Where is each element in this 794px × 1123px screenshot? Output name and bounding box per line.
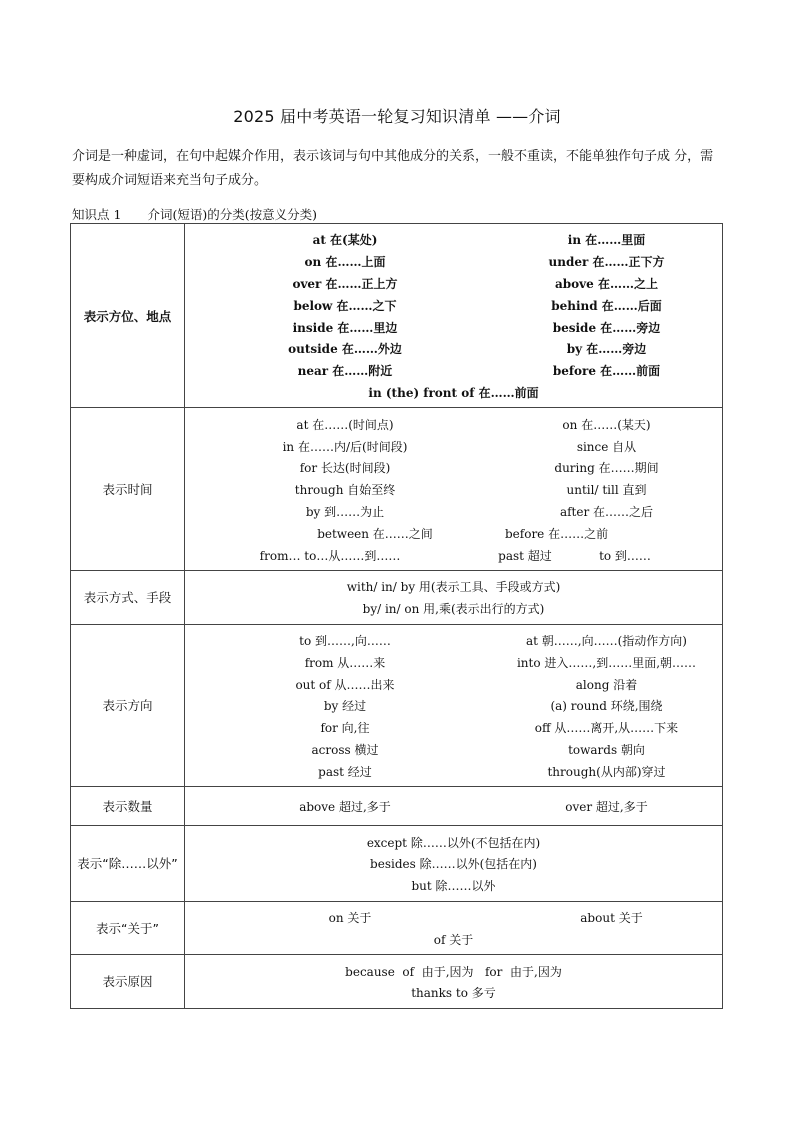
list-item: by 在……旁边 [566, 342, 647, 357]
list-item: across 横过 [311, 742, 379, 757]
list-item: below 在……之下 [293, 298, 397, 313]
page-title: 2025 届中考英语一轮复习知识清单 ——介词 [233, 107, 561, 126]
list-item: for 长达(时间段) [299, 461, 391, 476]
category-cell: 表示方式、手段 [71, 570, 185, 624]
list-item: until/ till 直到 [566, 483, 647, 498]
list-item: at 在……(时间点) [296, 417, 394, 432]
list-item: after 在……之后 [559, 504, 654, 519]
list-item: from… to…从……到…… [259, 548, 401, 563]
items-cell [185, 408, 723, 571]
category-cell: 表示原因 [71, 955, 185, 1009]
table-row-reason [71, 955, 723, 1009]
list-item: outside 在……外边 [288, 342, 402, 357]
list-item: above 超过,多于 [299, 800, 391, 815]
list-item: beside 在……旁边 [552, 320, 661, 335]
list-item: before 在……前面 [552, 364, 661, 379]
list-item: out of 从……出来 [295, 677, 395, 692]
list-item: before 在……之前 [505, 526, 609, 541]
table-row-place [71, 224, 723, 408]
table-row-quantity [71, 787, 723, 826]
list-item: past 超过 [498, 548, 552, 563]
table-row-direction [71, 624, 723, 787]
list-item: through(从内部)穿过 [547, 764, 666, 779]
list-item: off 从……离开,从……下来 [534, 721, 679, 736]
items-cell [185, 624, 723, 787]
list-item: in 在……里面 [567, 233, 646, 248]
preposition-table [70, 223, 723, 1009]
list-item: near 在……附近 [297, 364, 393, 379]
table-row-about [71, 901, 723, 955]
section-heading [72, 205, 317, 223]
list-item: during 在……期间 [554, 461, 659, 476]
items-cell [185, 826, 723, 901]
list-item: by/ in/ on 用,乘(表示出行的方式) [362, 602, 545, 617]
list-item: into 进入……,到……里面,朝…… [516, 655, 697, 670]
list-item: of 关于 [433, 932, 474, 947]
list-item: about 关于 [580, 910, 643, 925]
table-row-manner [71, 570, 723, 624]
list-item: in (the) front of 在……前面 [368, 385, 539, 400]
category-cell: 表示“除……以外” [71, 826, 185, 901]
items-cell [185, 787, 723, 826]
table-row-except [71, 826, 723, 901]
list-item: besides 除……以外(包括在内) [370, 857, 537, 872]
category-cell: 表示时间 [71, 408, 185, 571]
list-item: from 从……来 [304, 655, 386, 670]
list-item: (a) round 环绕,围绕 [550, 699, 663, 714]
list-item: since 自从 [576, 439, 637, 454]
list-item: above 在……之上 [555, 276, 658, 291]
list-item: thanks to 多亏 [411, 986, 496, 1001]
list-item: but 除……以外 [411, 879, 496, 894]
list-item: because of 由于,因为 for 由于,因为 [345, 964, 562, 979]
list-item: along 沿着 [575, 677, 638, 692]
list-item: towards 朝向 [568, 742, 645, 757]
list-item: at 在(某处) [312, 233, 378, 248]
category-cell: 表示方向 [71, 624, 185, 787]
category-cell: 表示“关于” [71, 901, 185, 955]
intro-paragraph: 介词是一种虚词，在句中起媒介作用，表示该词与句中其他成分的关系，一般不重读，不能单独作句子成 分，需要构成介词短语来充当句子成分。 [72, 149, 714, 188]
list-item: with/ in/ by 用(表示工具、手段或方式) [346, 580, 561, 595]
list-item: in 在……内/后(时间段) [282, 439, 408, 454]
list-item: by 到……为止 [305, 504, 385, 519]
section-title: 介词(短语)的分类(按意义分类) [147, 207, 317, 222]
list-item: at 朝……,向……(指动作方向) [526, 633, 687, 648]
list-item: on 在……(某天) [562, 417, 651, 432]
list-item: over 超过,多于 [565, 800, 648, 815]
list-item: for 向,往 [320, 721, 370, 736]
list-item: through 自始至终 [294, 483, 396, 498]
list-item: inside 在……里边 [292, 320, 398, 335]
list-item: by 经过 [323, 699, 367, 714]
list-item: to 到……,向…… [299, 633, 391, 648]
category-cell: 表示方位、地点 [71, 224, 185, 408]
section-label: 知识点 1 [72, 207, 122, 222]
list-item: over 在……正上方 [292, 276, 398, 291]
category-cell: 表示数量 [71, 787, 185, 826]
items-cell [185, 955, 723, 1009]
items-cell [185, 224, 723, 408]
items-cell [185, 901, 723, 955]
list-item: under 在……正下方 [548, 255, 665, 270]
table-row-time [71, 408, 723, 571]
list-item: on 在……上面 [304, 255, 386, 270]
list-item: to 到…… [599, 548, 651, 563]
list-item: between 在……之间 [317, 526, 433, 541]
list-item: past 经过 [318, 764, 372, 779]
list-item: behind 在……后面 [551, 298, 662, 313]
list-item: except 除……以外(不包括在内) [366, 835, 541, 850]
items-cell [185, 570, 723, 624]
list-item: on 关于 [328, 910, 372, 925]
